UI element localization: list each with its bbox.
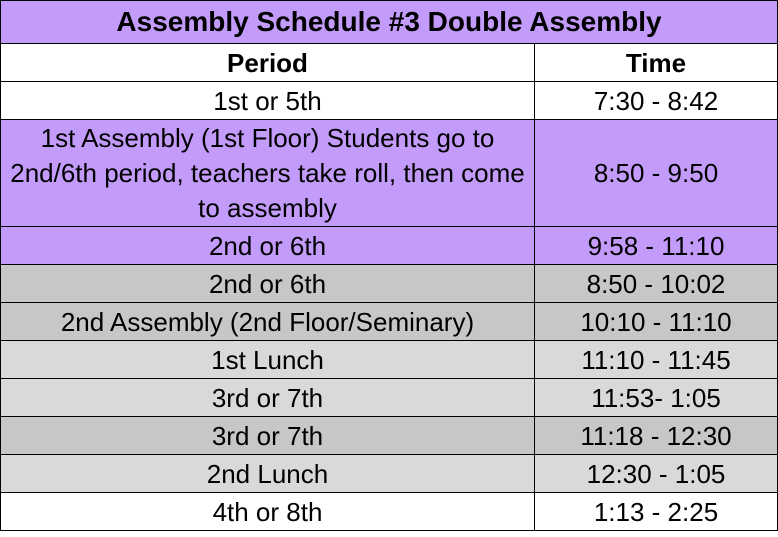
- time-cell: 1:13 - 2:25: [535, 493, 778, 531]
- period-cell: 1st Lunch: [1, 341, 535, 379]
- time-cell: 7:30 - 8:42: [535, 82, 778, 120]
- period-cell: 2nd or 6th: [1, 265, 535, 303]
- title-row: [1, 1, 778, 44]
- time-cell: 8:50 - 10:02: [535, 265, 778, 303]
- time-cell: 8:50 - 9:50: [535, 120, 778, 227]
- period-cell: 1st or 5th: [1, 82, 535, 120]
- table-row: [1, 379, 778, 417]
- time-cell: 11:10 - 11:45: [535, 341, 778, 379]
- period-cell: 3rd or 7th: [1, 417, 535, 455]
- table-row: [1, 455, 778, 493]
- table-row: [1, 82, 778, 120]
- table-row: [1, 120, 778, 227]
- table-row: [1, 341, 778, 379]
- time-cell: 9:58 - 11:10: [535, 227, 778, 265]
- period-cell: 1st Assembly (1st Floor) Students go to 2nd/6th period, teachers take roll, then come to assembly: [1, 120, 535, 227]
- time-cell: 12:30 - 1:05: [535, 455, 778, 493]
- table-row: [1, 265, 778, 303]
- period-cell: 2nd Assembly (2nd Floor/Seminary): [1, 303, 535, 341]
- period-cell: 4th or 8th: [1, 493, 535, 531]
- schedule-title: Assembly Schedule #3 Double Assembly: [1, 1, 778, 44]
- table-row: [1, 227, 778, 265]
- period-cell: 2nd or 6th: [1, 227, 535, 265]
- time-cell: 11:18 - 12:30: [535, 417, 778, 455]
- time-cell: 10:10 - 11:10: [535, 303, 778, 341]
- table-row: [1, 493, 778, 531]
- period-cell: 2nd Lunch: [1, 455, 535, 493]
- table-row: [1, 303, 778, 341]
- header-row: [1, 44, 778, 82]
- time-cell: 11:53- 1:05: [535, 379, 778, 417]
- table-row: [1, 417, 778, 455]
- time-header: Time: [535, 44, 778, 82]
- period-cell: 3rd or 7th: [1, 379, 535, 417]
- period-header: Period: [1, 44, 535, 82]
